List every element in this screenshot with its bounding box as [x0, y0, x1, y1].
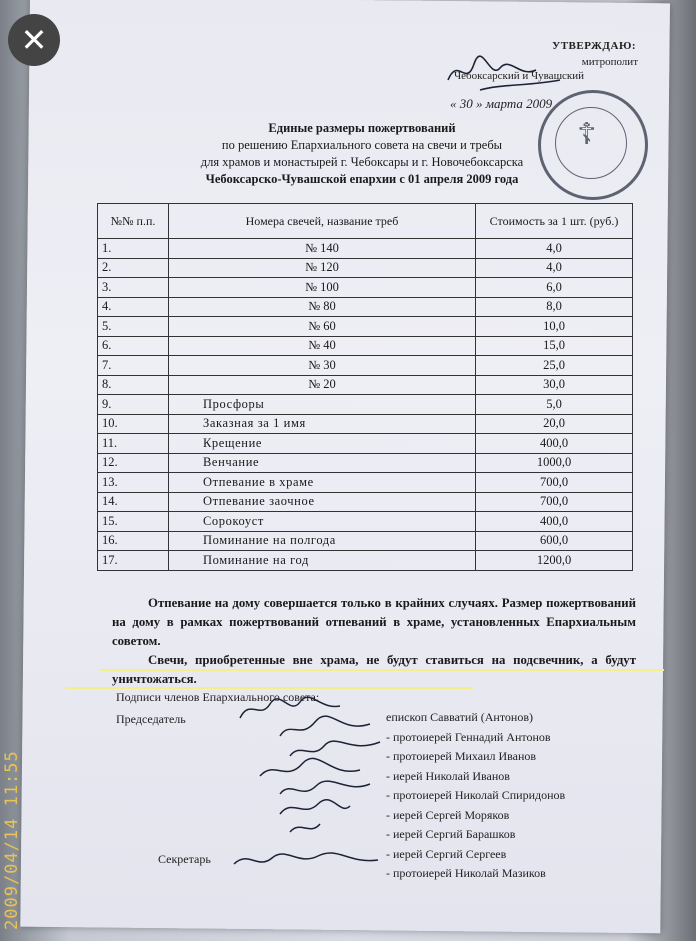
- table-row: [98, 336, 633, 356]
- row-price: 4,0: [476, 258, 633, 278]
- row-number: 11.: [98, 434, 169, 454]
- table-row: [98, 395, 633, 415]
- col-header-price: Стоимость за 1 шт. (руб.): [476, 204, 633, 239]
- table-row: [98, 492, 633, 512]
- table-row: [98, 356, 633, 376]
- table-row: [98, 239, 633, 259]
- row-number: 5.: [98, 317, 169, 337]
- council-member: - иерей Сергий Сергеев: [386, 846, 507, 861]
- close-button[interactable]: ✕: [8, 14, 60, 66]
- approval-city: Чебоксарский и Чувашский: [454, 70, 585, 82]
- row-name: Венчание: [169, 453, 476, 473]
- row-price: 8,0: [476, 297, 633, 317]
- col-header-name: Номера свечей, название треб: [169, 204, 476, 239]
- row-name: № 80: [169, 297, 476, 317]
- approval-title: УТВЕРЖДАЮ:: [552, 40, 636, 52]
- council-member: - иерей Сергей Моряков: [386, 807, 510, 822]
- price-table: [97, 203, 633, 571]
- row-name: № 120: [169, 258, 476, 278]
- note-home-funeral: Отпевание на дому совершается только в крайних случаях. Размер пожертвований на дому в рамках пожертвований отпеваний в храме, установленных Епархиальным советом.: [112, 596, 636, 648]
- table-row: [98, 512, 633, 532]
- secretary-signature: [228, 848, 388, 874]
- table-row: [98, 258, 633, 278]
- row-number: 12.: [98, 453, 169, 473]
- row-name: Поминание на полгода: [169, 531, 476, 551]
- row-number: 10.: [98, 414, 169, 434]
- council-member: - иерей Николай Иванов: [386, 768, 510, 783]
- row-price: 6,0: [476, 278, 633, 298]
- table-row: [98, 278, 633, 298]
- table-row: [98, 434, 633, 454]
- table-row: [98, 297, 633, 317]
- table-row: [98, 453, 633, 473]
- row-price: 15,0: [476, 336, 633, 356]
- photo-timestamp: 2009/04/14 11:55: [2, 750, 22, 930]
- row-price: 400,0: [476, 512, 633, 532]
- row-name: Просфоры: [169, 395, 476, 415]
- row-number: 4.: [98, 297, 169, 317]
- row-price: 600,0: [476, 531, 633, 551]
- row-name: Крещение: [169, 434, 476, 454]
- row-price: 1000,0: [476, 453, 633, 473]
- row-number: 17.: [98, 551, 169, 571]
- secretary-label: Секретарь: [158, 852, 211, 866]
- row-number: 2.: [98, 258, 169, 278]
- row-name: № 40: [169, 336, 476, 356]
- row-number: 1.: [98, 239, 169, 259]
- row-name: № 20: [169, 375, 476, 395]
- row-name: Отпевание в храме: [169, 473, 476, 493]
- notes: [112, 594, 636, 689]
- approval-role: митрополит: [581, 56, 638, 68]
- table-row: [98, 414, 633, 434]
- row-name: Поминание на год: [169, 551, 476, 571]
- signatures-header: Подписи членов Епархиального совета:: [116, 690, 320, 704]
- metropolitan-signature: [440, 50, 570, 110]
- row-price: 25,0: [476, 356, 633, 376]
- chairman-label: Председатель: [116, 712, 186, 726]
- row-price: 1200,0: [476, 551, 633, 571]
- table-row: [98, 473, 633, 493]
- title-line-1: Единые размеры пожертвований: [268, 121, 456, 135]
- row-number: 14.: [98, 492, 169, 512]
- row-name: № 60: [169, 317, 476, 337]
- row-number: 15.: [98, 512, 169, 532]
- row-name: Отпевание заочное: [169, 492, 476, 512]
- table-row: [98, 317, 633, 337]
- council-member: - протоиерей Николай Спиридонов: [386, 788, 566, 802]
- row-name: № 100: [169, 278, 476, 298]
- title-line-2: по решению Епархиального совета на свечи и требы: [221, 138, 503, 152]
- row-price: 10,0: [476, 317, 633, 337]
- council-member: - иерей Сергий Барашков: [386, 827, 516, 841]
- council-member: - протоиерей Геннадий Антонов: [386, 729, 551, 744]
- row-price: 4,0: [476, 239, 633, 259]
- row-name: № 140: [169, 239, 476, 259]
- row-number: 9.: [98, 395, 169, 415]
- highlight-line: [100, 669, 664, 671]
- row-price: 700,0: [476, 473, 633, 493]
- row-price: 400,0: [476, 434, 633, 454]
- table-row: [98, 375, 633, 395]
- council-member: - протоиерей Михаил Иванов: [386, 749, 537, 763]
- row-name: Сорокоуст: [169, 512, 476, 532]
- row-number: 7.: [98, 356, 169, 376]
- note-candles: Свечи, приобретенные вне храма, не будут ставиться на подсвечник, а будут уничтожаться.: [112, 653, 636, 686]
- member-signatures: [220, 690, 400, 870]
- council-member: епископ Савватий (Антонов): [386, 710, 533, 724]
- row-name: Заказная за 1 имя: [169, 414, 476, 434]
- council-member: - протоиерей Николай Мазиков: [386, 866, 546, 880]
- row-price: 30,0: [476, 375, 633, 395]
- document-title: [142, 120, 582, 188]
- approval-date: « 30 » марта 2009: [450, 96, 553, 111]
- row-number: 3.: [98, 278, 169, 298]
- col-header-num: №№ п.п.: [98, 204, 169, 239]
- row-price: 5,0: [476, 395, 633, 415]
- row-number: 6.: [98, 336, 169, 356]
- highlight-line: [66, 687, 474, 689]
- row-price: 20,0: [476, 414, 633, 434]
- row-number: 16.: [98, 531, 169, 551]
- table-row: [98, 551, 633, 571]
- cross-emblem-icon: ☦: [577, 117, 597, 152]
- title-line-3: для храмов и монастырей г. Чебоксары и г. Новочебоксарска: [200, 155, 524, 169]
- row-number: 8.: [98, 375, 169, 395]
- row-price: 700,0: [476, 492, 633, 512]
- row-number: 13.: [98, 473, 169, 493]
- row-name: № 30: [169, 356, 476, 376]
- table-row: [98, 531, 633, 551]
- title-line-4: Чебоксарско-Чувашской епархии с 01 апреля 2009 года: [205, 172, 519, 186]
